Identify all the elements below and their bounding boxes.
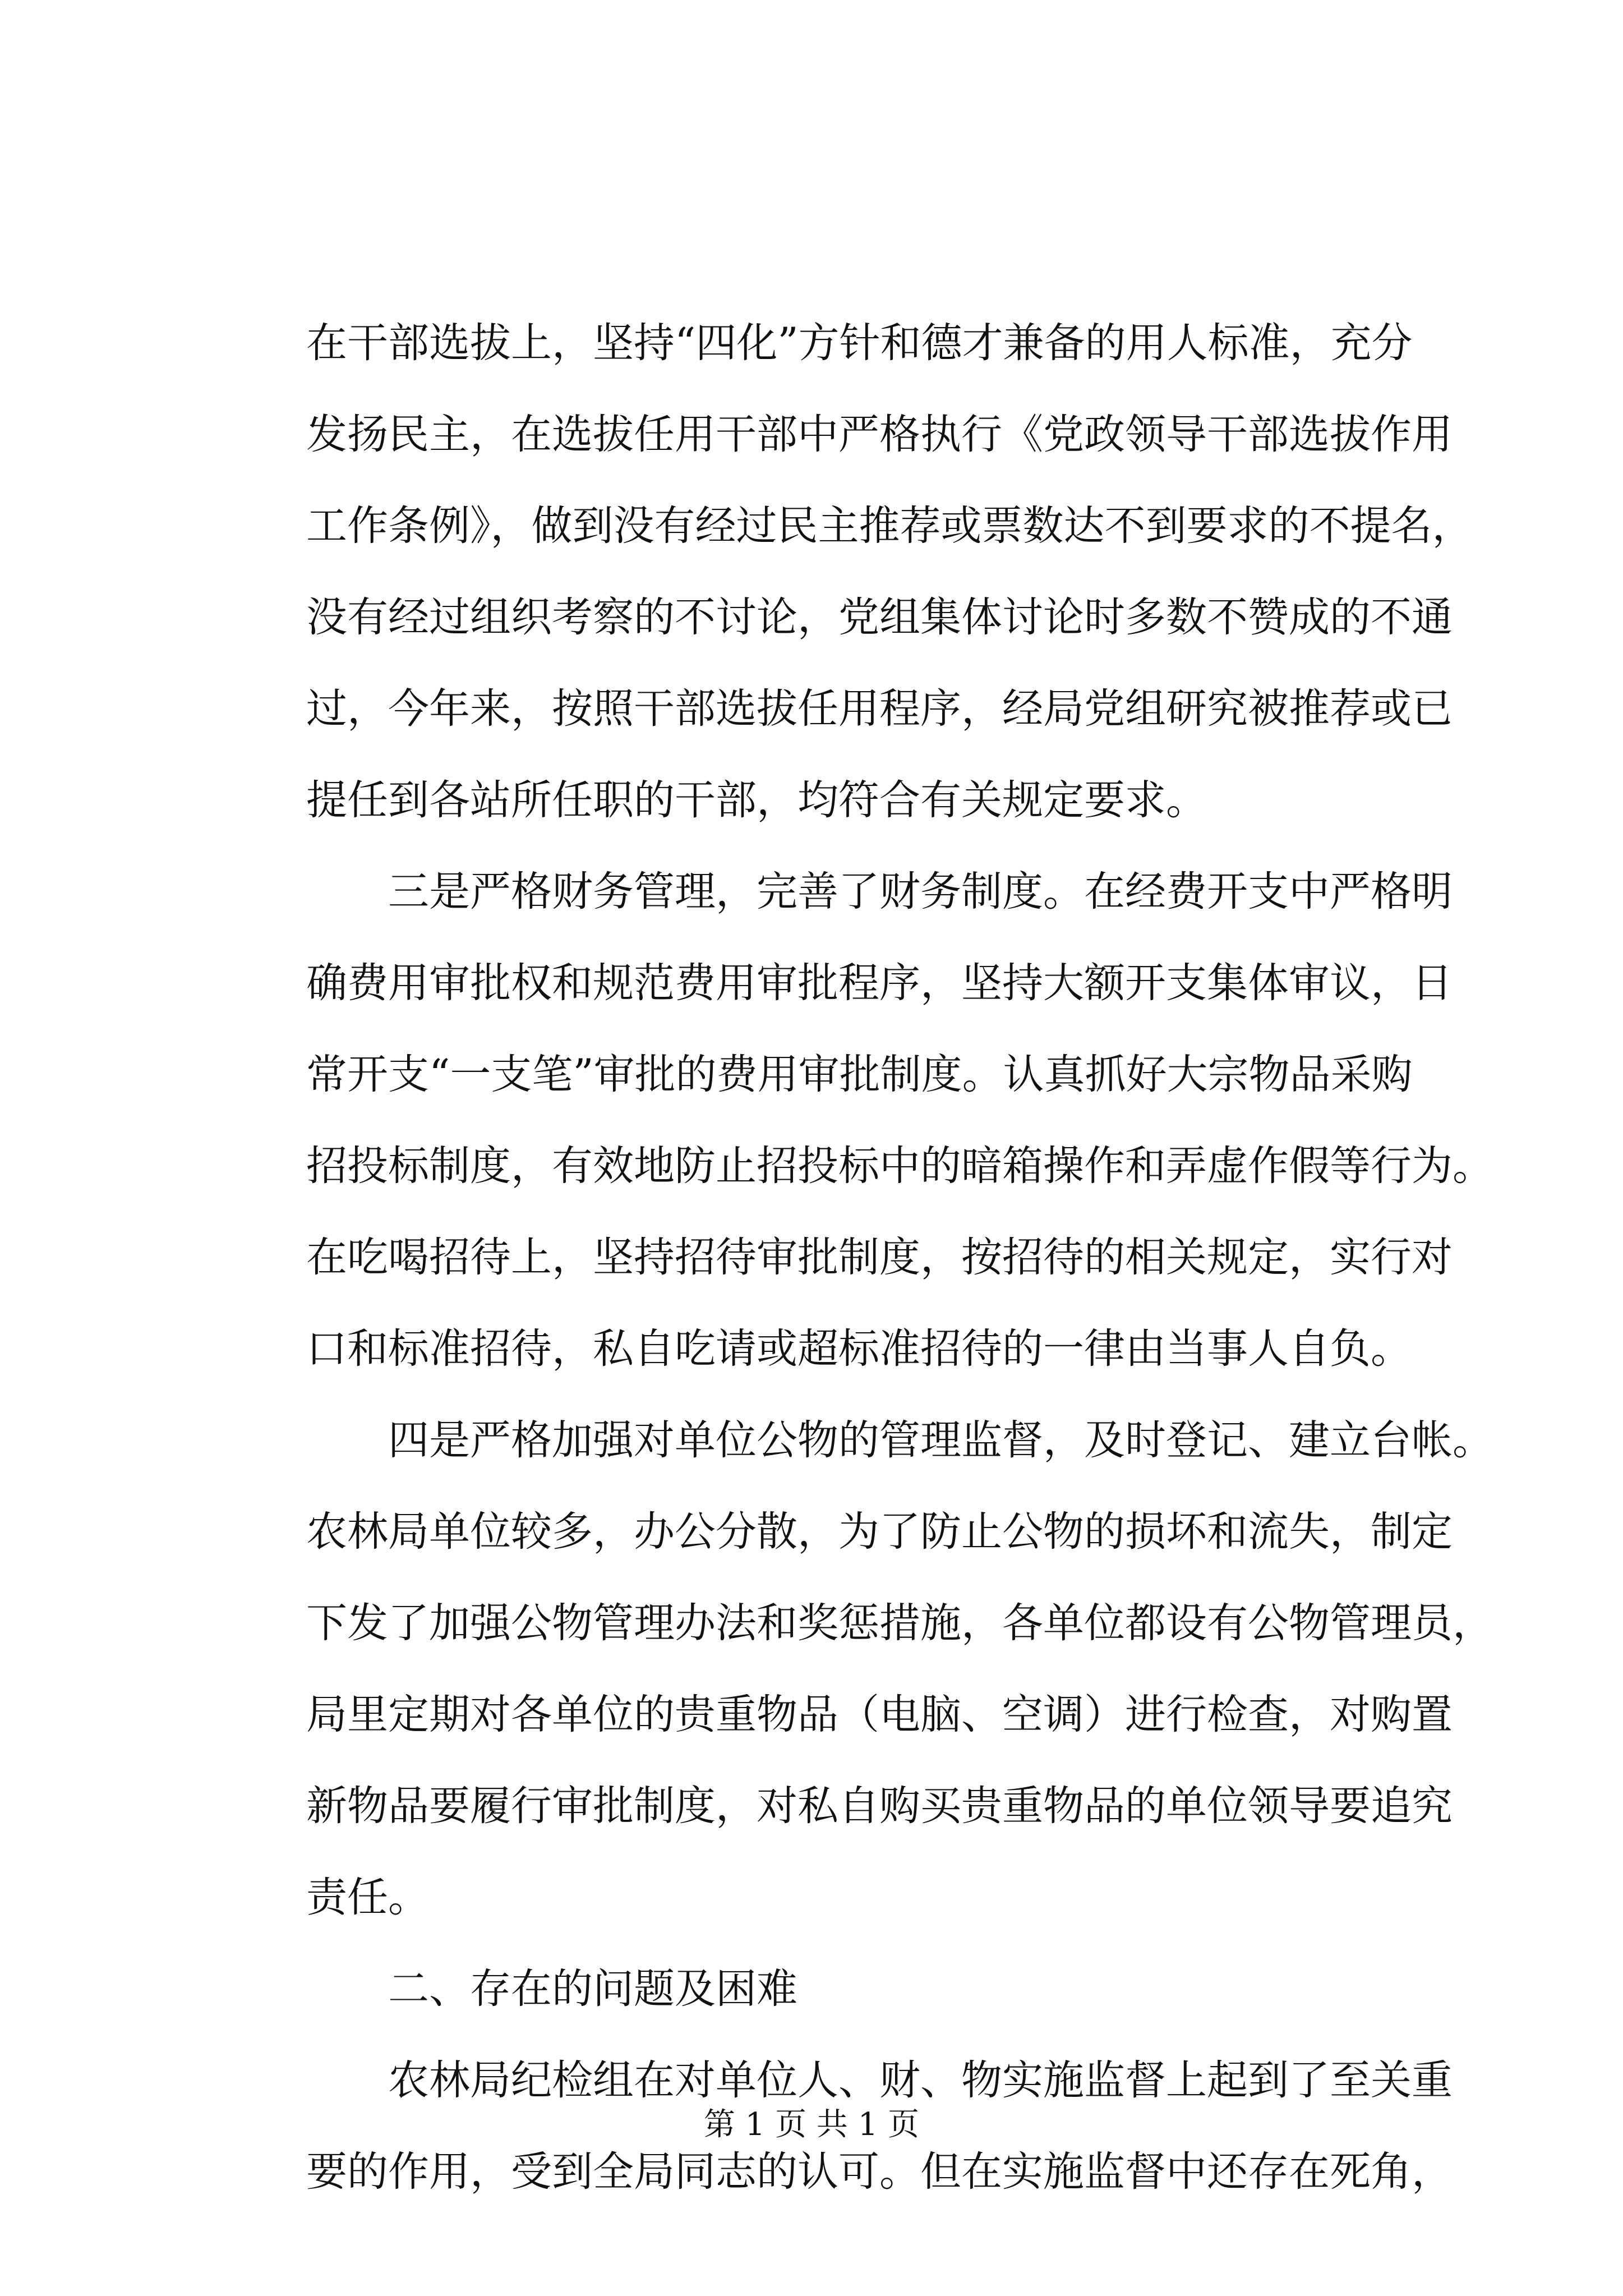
text-line: 过，今年来，按照干部选拔任用程序，经局党组研究被推荐或已 [306,685,1453,733]
text-line: 农林局单位较多，办公分散，为了防止公物的损坏和流失，制定 [306,1508,1453,1556]
text-line: 局里定期对各单位的贵重物品（电脑、空调）进行检查，对购置 [306,1691,1453,1738]
text-line: 常开支“一支笔”审批的费用审批制度。认真抓好大宗物品采购 [306,1051,1413,1098]
text-line: 确费用审批权和规范费用审批程序，坚持大额开支集体审议，日 [306,959,1453,1007]
text-line: 提任到各站所任职的干部，均符合有关规定要求。 [306,776,1207,824]
text-line: 没有经过组织考察的不讨论，党组集体讨论时多数不赞成的不通 [306,593,1453,641]
document-body [306,297,1493,2217]
text-line: 下发了加强公物管理办法和奖惩措施，各单位都设有公物管理员， [306,1599,1493,1647]
paragraph-start-line: 三是严格财务管理，完善了财务制度。在经费开支中严格明 [306,868,1453,915]
paragraph-start-line: 四是严格加强对单位公物的管理监督，及时登记、建立台帐。 [306,1416,1493,1464]
text-line: 在干部选拔上，坚持“四化”方针和德才兼备的用人标准，充分 [306,319,1413,367]
text-line: 责任。 [306,1874,429,1921]
text-line: 新物品要履行审批制度，对私自购买贵重物品的单位领导要追究 [306,1782,1453,1830]
text-line: 要的作用，受到全局同志的认可。但在实施监督中还存在死角， [306,2148,1453,2196]
section-heading: 二、存在的问题及困难 [306,1965,797,2013]
text-line: 招投标制度，有效地防止招投标中的暗箱操作和弄虚作假等行为。 [306,1142,1493,1190]
text-line: 在吃喝招待上，坚持招待审批制度，按招待的相关规定，实行对 [306,1234,1453,1281]
paragraph-start-line: 农林局纪检组在对单位人、财、物实施监督上起到了至关重 [306,2056,1453,2104]
text-line: 工作条例》，做到没有经过民主推荐或票数达不到要求的不提名， [306,502,1473,550]
page-footer: 第 1 页 共 1 页 [703,2106,920,2143]
text-line: 发扬民主，在选拔任用干部中严格执行《党政领导干部选拔作用 [306,411,1453,458]
text-line: 口和标准招待，私自吃请或超标准招待的一律由当事人自负。 [306,1325,1412,1373]
